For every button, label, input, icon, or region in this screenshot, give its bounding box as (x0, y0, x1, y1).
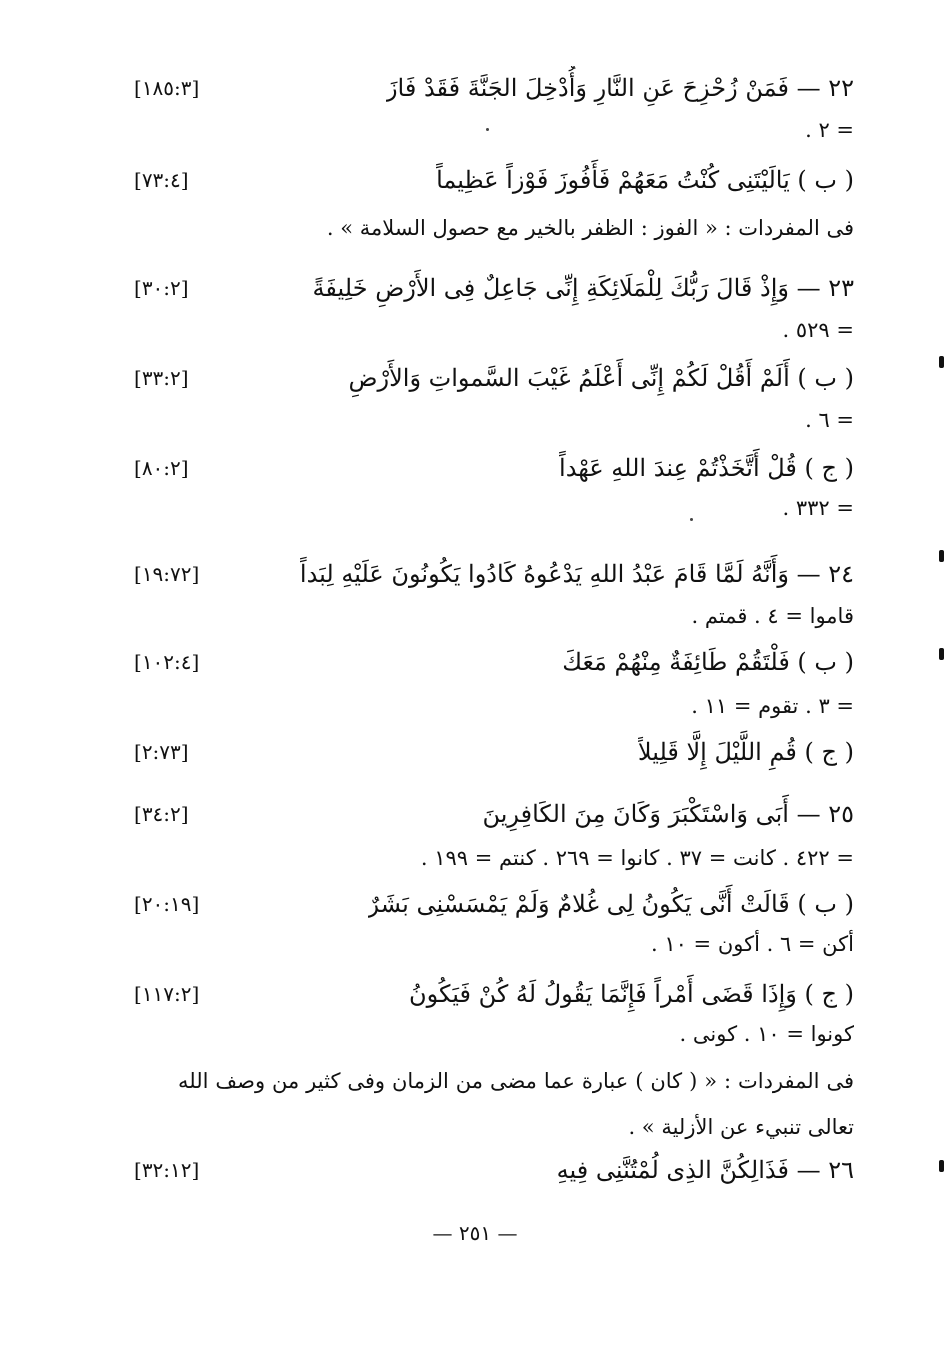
entry-line (0, 446, 950, 490)
frequency-note: = ٣ . تقوم = ١١ . (691, 694, 854, 718)
vocabulary-note: فى المفردات : « الفوز : الظفر بالخير مع حصول السلامة » . (326, 216, 854, 240)
verse-reference: [٨٠:٢] (134, 456, 189, 480)
verse-reference: [٣٠:٢] (134, 276, 189, 300)
verse-reference: [١١٧:٢] (134, 982, 200, 1006)
verse-reference: [٧٣:٤] (134, 168, 189, 192)
verse-reference: [١٩:٧٢] (134, 562, 200, 586)
verse-text: ( ب ) قَالَتْ أَنَّى يَكُونُ لِى غُلامٌ وَلَمْ يَمْسَسْنِى بَشَرٌ (367, 890, 854, 918)
verse-reference: [٣٤:٢] (134, 802, 189, 826)
frequency-note: قاموا = ٤ . قمتم . (691, 604, 854, 628)
entry-line (0, 486, 950, 530)
verse-text: ( ب ) أَلَمْ أَقُلْ لَكُمْ إِنِّى أَعْلَمُ غَيْبَ السَّمواتِ وَالأَرْضِ (348, 364, 854, 392)
verse-reference: [٣٢:١٢] (134, 1158, 200, 1182)
frequency-note: = ٣٣٢ . (782, 496, 854, 520)
scan-speck (690, 518, 693, 521)
verse-text: ( ب ) يَالَيْتَنِى كُنْتُ مَعَهُمْ فَأَفُوزَ فَوْزاً عَظِيماً (436, 166, 854, 194)
verse-text: ٢٦ — فَذَالِكُنَّ الذِى لُمْتُنَّنِى فِيهِ (556, 1156, 854, 1184)
frequency-note: كونوا = ١٠ . كونى . (679, 1022, 854, 1046)
verse-reference: [١٨٥:٣] (134, 76, 200, 100)
verse-text: ( ج ) وَإِذَا قَضَى أَمْراً فَإِنَّمَا يَقُولُ لَهُ كُنْ فَيَكُونُ (408, 980, 854, 1008)
frequency-note: = ٥٢٩ . (782, 318, 854, 342)
entry-line (0, 206, 950, 250)
frequency-note: = ٢ . (805, 118, 854, 142)
verse-reference: [٣٣:٢] (134, 366, 189, 390)
margin-mark (939, 648, 944, 660)
entry-line (0, 792, 950, 836)
page-number: — ٢٥١ — (432, 1221, 518, 1245)
margin-mark (939, 550, 944, 562)
entry-line (0, 882, 950, 926)
margin-mark (939, 1160, 944, 1172)
scan-speck (486, 128, 489, 131)
frequency-note: = ٤٢٢ . كانت = ٣٧ . كانوا = ٢٦٩ . كنتم = ١٩٩ . (420, 846, 854, 870)
entry-line (0, 1148, 950, 1192)
verse-reference: [٢٠:١٩] (134, 892, 200, 916)
frequency-note: أكن = ٦ . أكون = ١٠ . (650, 932, 854, 956)
verse-text: ( ب ) فَلْتَقُمْ طَائِفَةٌ مِنْهُمْ مَعَكَ (562, 648, 854, 676)
entry-line (0, 266, 950, 310)
entry-line (0, 1012, 950, 1056)
entry-line (0, 356, 950, 400)
vocabulary-paragraph: فى المفردات : « ( كان ) عبارة عما مضى من الزمان وفى كثير من وصف الله تعالى تنبيء عن الأزلية » . (178, 1069, 854, 1139)
verse-text: ( ج ) قُمِ اللَّيْلَ إِلَّا قَلِيلاً (637, 738, 854, 766)
margin-mark (939, 356, 944, 368)
entry-line (0, 158, 950, 202)
verse-reference: [٢:٧٣] (134, 740, 189, 764)
entry-line (0, 308, 950, 352)
entry-line (0, 684, 950, 728)
frequency-note: = ٦ . (805, 408, 854, 432)
entry-line (0, 398, 950, 442)
entry-line (0, 66, 950, 110)
entry-line (0, 594, 950, 638)
entry-line (0, 922, 950, 966)
entry-line (0, 108, 950, 152)
verse-text: ٢٥ — أَبَى وَاسْتَكْبَرَ وَكَانَ مِنَ الكَافِرِينَ (482, 800, 854, 828)
entry-line (0, 836, 950, 880)
entry-line (0, 972, 950, 1016)
verse-text: ( ج ) قُلْ أَتَّخَذْتُمْ عِندَ اللهِ عَهْداً (559, 454, 854, 482)
verse-text: ٢٣ — وَإِذْ قَالَ رَبُّكَ لِلْمَلَائِكَةِ إِنِّى جَاعِلٌ فِى الأَرْضِ خَلِيفَةً (312, 274, 854, 302)
entry-line (0, 640, 950, 684)
verse-text: ٢٢ — فَمَنْ زُحْزِحَ عَنِ النَّارِ وَأُدْخِلَ الجَنَّةَ فَقَدْ فَازَ (385, 74, 854, 102)
verse-reference: [١٠٢:٤] (134, 650, 200, 674)
entry-line (0, 552, 950, 596)
verse-text: ٢٤ — وَأَنَّهُ لَمَّا قَامَ عَبْدُ اللهِ يَدْعُوهُ كَادُوا يَكُونُونَ عَلَيْهِ لِبَداً (299, 560, 854, 588)
entry-line (0, 730, 950, 774)
